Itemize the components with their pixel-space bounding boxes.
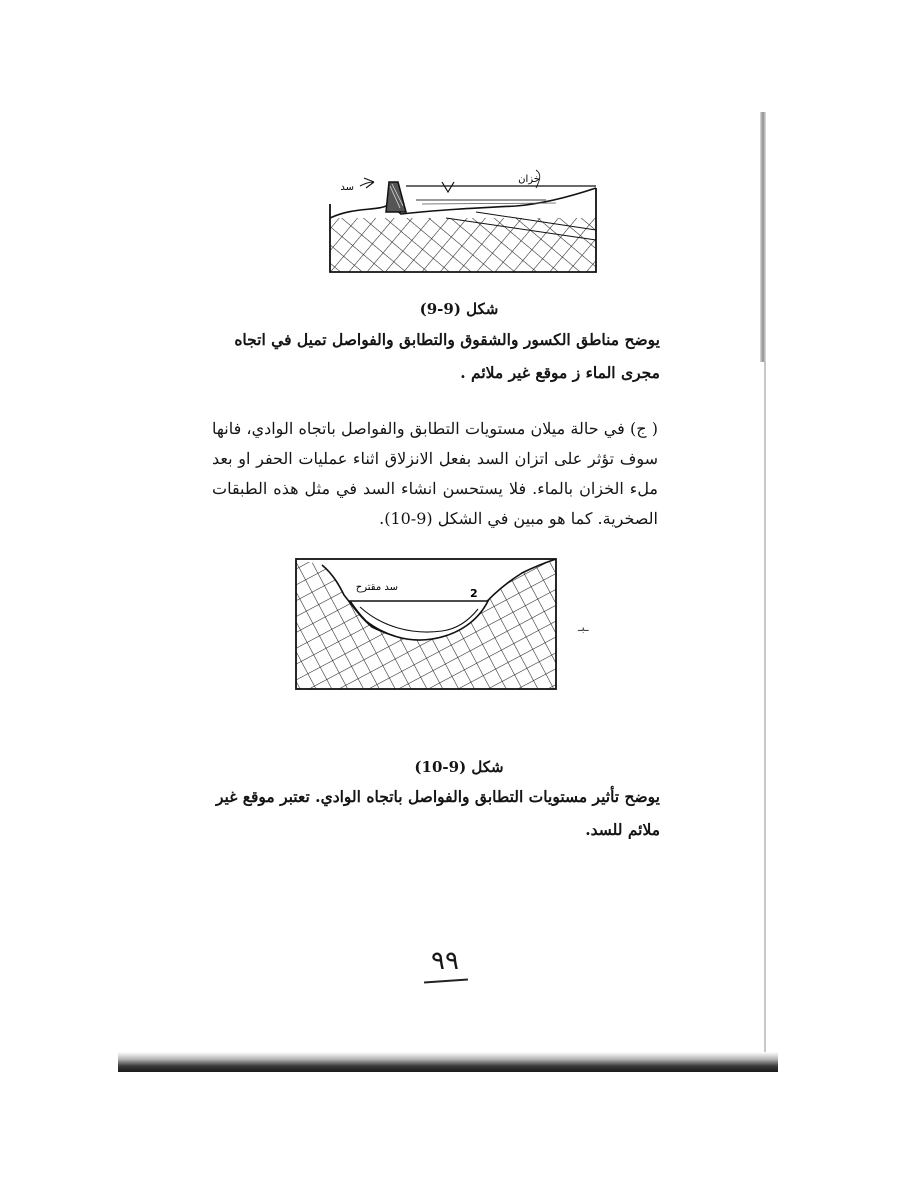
scan-bottom-shadow (118, 1052, 778, 1072)
scan-edge-shadow (760, 112, 766, 362)
figure-caption-number-1: شكل (9-9) (419, 300, 499, 318)
paragraph-text: ( ج) في حالة ميلان مستويات التطابق والفواصل باتجاه الوادي، فانها سوف تؤثر على اتزان السد بفعل الانزلاق اثناء عمليات الحفر او بعد ملء الخزان بالماء. فلا يستحسن انشاء السد في مثل هذه الطبقات الصخرية. كما هو مبين في الشكل (9-10). (212, 419, 658, 528)
figure-caption-text-2: يوضح تأثير مستويات التطابق والفواصل باتجاه الوادي. تعتبر موقع غير ملائم للسد. (215, 787, 660, 839)
page-number-underline (424, 978, 468, 983)
figure-caption-text-1: يوضح مناطق الكسور والشقوق والتطابق والفواصل تميل في اتجاه مجرى الماء ز موقع غير ملائم . (234, 330, 660, 382)
label-dam: سد (340, 182, 354, 193)
figure-caption-number-2: شكل (9-10) (414, 758, 504, 776)
scan-edge-line (764, 362, 766, 1062)
label-proposed-dam: سد مقترح (355, 582, 398, 593)
label-mark: 2 (470, 587, 478, 600)
figure-dam-cross-section (326, 168, 606, 280)
label-reservoir: خزان (518, 174, 540, 185)
side-mark: ـبـ (578, 620, 589, 634)
body-paragraph (212, 414, 658, 534)
page-number: ٩٩ (431, 946, 459, 976)
figure-valley-joints (292, 555, 562, 695)
